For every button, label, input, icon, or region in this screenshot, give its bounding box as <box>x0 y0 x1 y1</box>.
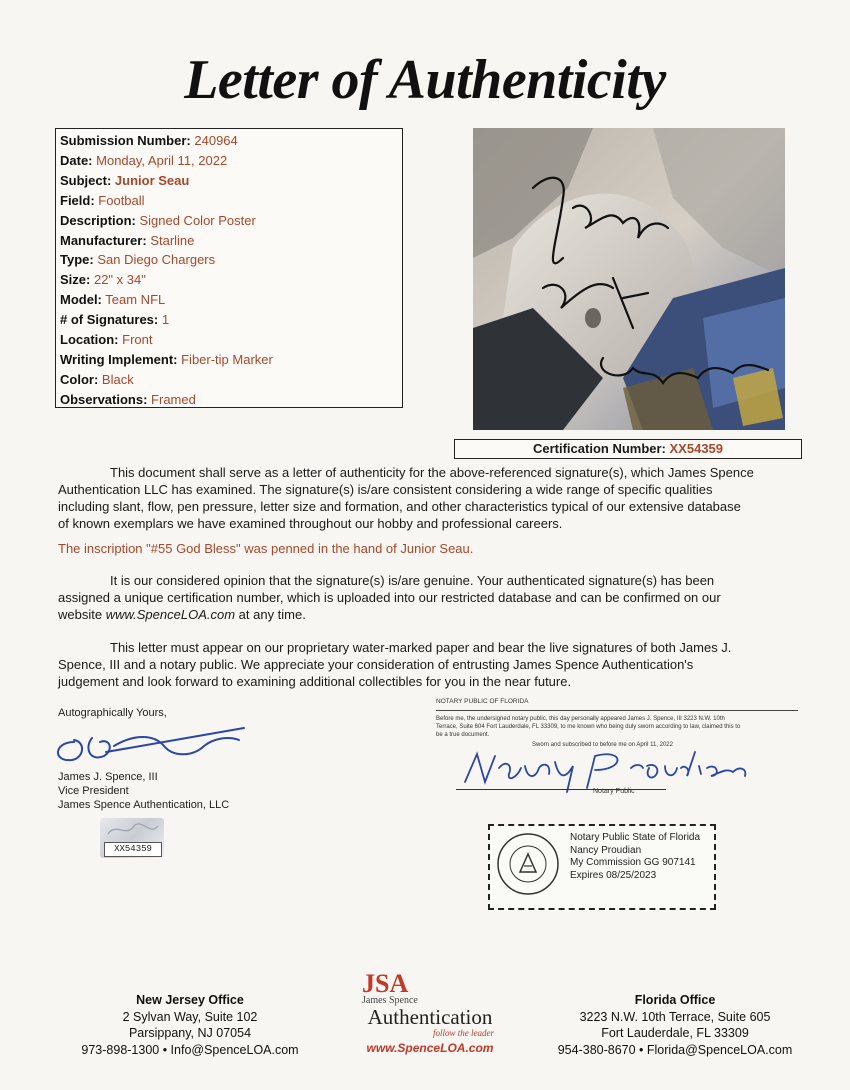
notary-seal-icon <box>496 832 560 896</box>
paragraph-2 <box>58 572 798 623</box>
paragraph-3 <box>58 639 798 690</box>
detail-key: Subject: <box>60 172 112 188</box>
certification-number: XX54359 <box>669 441 724 456</box>
signed-poster-photo <box>473 128 785 430</box>
notary-statement: Before me, the undersigned notary public, this day personally appeared James J. Spence, III 3223 N.W. 10th <box>436 716 725 722</box>
signatory-name: James J. Spence, III <box>58 771 158 783</box>
detail-value: Signed Color Poster <box>139 212 256 228</box>
p3-line: judgement and look forward to examining additional collectibles for you in the near future. <box>58 674 572 689</box>
detail-row <box>60 390 398 410</box>
detail-row <box>60 310 398 330</box>
stamp-line: My Commission GG 907141 <box>570 857 696 868</box>
signatory-company: James Spence Authentication, LLC <box>58 799 230 811</box>
certification-label: Certification Number: <box>532 441 666 456</box>
notary-header: NOTARY PUBLIC OF FLORIDA <box>436 698 529 705</box>
page-title: Letter of Authenticity <box>184 49 666 111</box>
nj-office-heading: New Jersey Office <box>136 993 244 1007</box>
stamp-line: Nancy Proudian <box>570 844 642 856</box>
jsa-logo <box>340 969 520 1055</box>
notary-statement: Terrace, Suite 604 Fort Lauderdale, FL 33309, to me known who being duly sworn according to law, claimed this to <box>436 724 741 730</box>
p1-line: Authentication LLC has examined. The signature(s) is/are consistent considering a wide range of specific qualities <box>58 482 713 497</box>
detail-key: Observations: <box>60 391 148 407</box>
jsa-logo-mark: JSA <box>362 969 409 998</box>
jsa-logo-tagline: follow the leader <box>433 1028 494 1038</box>
stamp-line: Notary Public State of Florida <box>570 832 701 843</box>
p2-text: at any time. <box>235 607 306 622</box>
detail-row <box>60 270 398 290</box>
detail-row <box>60 131 398 151</box>
detail-key: Size: <box>60 272 91 288</box>
detail-row <box>60 231 398 251</box>
hologram-pattern <box>100 818 164 844</box>
fl-office-line: Fort Lauderdale, FL 33309 <box>601 1026 749 1040</box>
detail-value: Monday, April 11, 2022 <box>96 152 228 168</box>
detail-row <box>60 211 398 231</box>
fl-office <box>530 992 820 1058</box>
detail-key: Location: <box>60 332 119 348</box>
detail-key: Submission Number: <box>60 133 191 148</box>
poster-image <box>473 128 785 430</box>
detail-row <box>60 250 398 270</box>
detail-value: Framed <box>151 391 196 407</box>
signatory-role: Vice President <box>58 785 129 797</box>
notary-label: Notary Public <box>593 788 635 795</box>
certification-box <box>454 439 802 459</box>
p3-line: This letter must appear on our proprietary water-marked paper and bear the live signatures of both James J. <box>110 640 732 655</box>
notary-signature <box>455 738 775 794</box>
detail-value: Team NFL <box>105 292 166 308</box>
detail-value: 22" x 34" <box>93 272 146 288</box>
detail-row <box>60 350 398 370</box>
stamp-text <box>570 832 700 882</box>
p2-line: assigned a unique certification number, which is uploaded into our restricted database and can be confirmed on our <box>58 590 721 605</box>
hologram-sticker <box>100 818 164 858</box>
detail-key: Color: <box>60 371 99 387</box>
hologram-number: XX54359 <box>104 842 162 857</box>
notary-stamp <box>488 824 716 910</box>
website-link[interactable]: www.SpenceLOA.com <box>105 607 236 622</box>
detail-row <box>60 191 398 211</box>
detail-key: Date: <box>60 152 93 168</box>
detail-value: Football <box>98 192 145 208</box>
notary-statement: be a true document. <box>436 732 490 738</box>
jsa-logo-sub: James Spence <box>362 995 418 1006</box>
fl-office-line: 3223 N.W. 10th Terrace, Suite 605 <box>579 1009 771 1024</box>
p2-text: website <box>58 607 106 622</box>
jsa-logo-auth: Authentication <box>367 1005 493 1029</box>
detail-key: Field: <box>60 192 95 208</box>
fl-office-heading: Florida Office <box>634 993 716 1007</box>
p2-line <box>58 606 798 623</box>
detail-value: Black <box>101 371 134 387</box>
detail-value: 240964 <box>194 133 238 148</box>
detail-value: Starline <box>150 232 195 248</box>
p2-line: It is our considered opinion that the signature(s) is/are genuine. Your authenticated signature(s) has been <box>110 573 715 588</box>
details-table <box>55 128 403 408</box>
p1-line: This document shall serve as a letter of authenticity for the above-referenced signature(s), which James Spence <box>110 465 754 480</box>
stamp-line: Expires 08/25/2023 <box>570 869 657 881</box>
detail-value: 1 <box>161 312 170 328</box>
detail-value: Junior Seau <box>114 172 190 188</box>
closing: Autographically Yours, <box>58 707 167 719</box>
detail-value: Fiber-tip Marker <box>181 351 273 367</box>
detail-row <box>60 290 398 310</box>
detail-key: Model: <box>60 292 102 308</box>
paragraph-1 <box>58 464 798 532</box>
detail-key: Manufacturer: <box>60 232 147 248</box>
detail-value: Front <box>122 332 153 348</box>
detail-key: Type: <box>60 252 94 268</box>
p1-line: including slant, flow, pen pressure, letter size and formation, and other characteristics typical of our extensive database <box>58 499 741 514</box>
jsa-website-link[interactable]: www.SpenceLOA.com <box>366 1041 494 1055</box>
detail-row <box>60 171 398 191</box>
detail-key: # of Signatures: <box>60 312 159 328</box>
spence-signature <box>44 712 254 772</box>
p3-line: Spence, III and a notary public. We appreciate your consideration of entrusting James Spence Authentication's <box>58 657 694 672</box>
detail-row <box>60 370 398 390</box>
inscription-note: The inscription "#55 God Bless" was penned in the hand of Junior Seau. <box>58 541 474 556</box>
nj-office-contact: 973-898-1300 • Info@SpenceLOA.com <box>81 1042 299 1057</box>
fl-office-contact: 954-380-8670 • Florida@SpenceLOA.com <box>557 1042 793 1057</box>
detail-row <box>60 330 398 350</box>
detail-row <box>60 151 398 171</box>
nj-office-line: 2 Sylvan Way, Suite 102 <box>122 1009 258 1024</box>
notary-sworn: Sworn and subscribed to before me on April 11, 2022 <box>532 742 673 748</box>
p1-line: of known exemplars we have examined throughout our hobby and professional careers. <box>58 516 563 531</box>
nj-office-line: Parsippany, NJ 07054 <box>128 1026 252 1040</box>
nj-office <box>60 992 320 1058</box>
detail-value: San Diego Chargers <box>97 252 216 268</box>
detail-key: Description: <box>60 212 136 228</box>
notary-signature-text: Nancy Proudian <box>615 739 623 740</box>
detail-key: Writing Implement: <box>60 351 178 367</box>
